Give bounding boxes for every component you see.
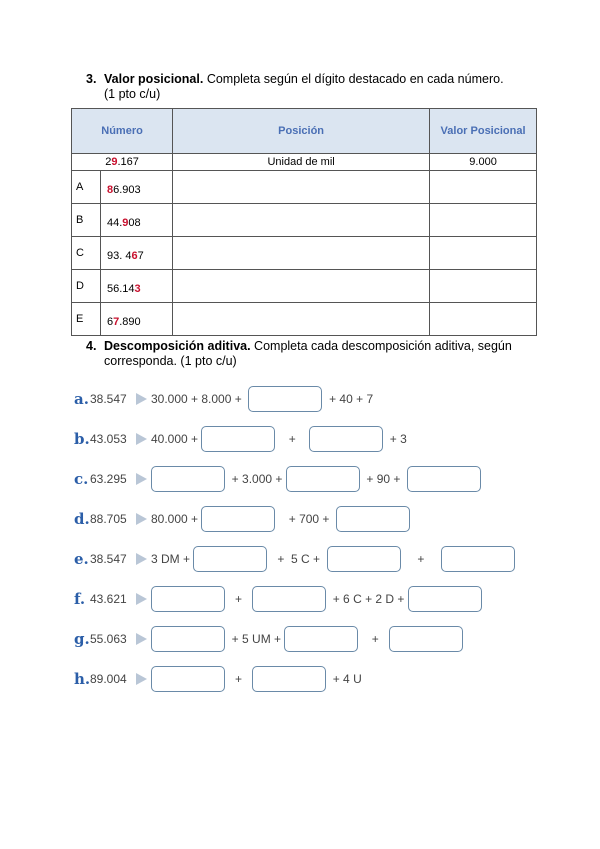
example-value: 9.000 <box>430 154 537 171</box>
exercise-label: c. <box>74 470 89 488</box>
answer-box[interactable] <box>408 586 482 612</box>
position-answer-cell[interactable] <box>173 171 430 204</box>
answer-box[interactable] <box>151 586 225 612</box>
table-row: D 56.143 <box>72 270 537 303</box>
question-text: Completa cada descomposición aditiva, según <box>250 339 512 353</box>
row-number: 86.903 <box>101 171 173 204</box>
example-position: Unidad de mil <box>173 154 430 171</box>
answer-box[interactable] <box>284 626 358 652</box>
exercise-f: f. 43.621 + + 6 C + 2 D + <box>74 586 482 612</box>
answer-box[interactable] <box>336 506 410 532</box>
answer-box[interactable] <box>151 466 225 492</box>
exercise-label: d. <box>74 510 90 528</box>
position-answer-cell[interactable] <box>173 303 430 336</box>
arrow-icon <box>136 433 147 445</box>
answer-box[interactable] <box>151 626 225 652</box>
value-answer-cell[interactable] <box>430 171 537 204</box>
exercise-e: e. 38.547 3 DM + + 5 C + + <box>74 546 515 572</box>
answer-box[interactable] <box>286 466 360 492</box>
value-answer-cell[interactable] <box>430 204 537 237</box>
question-title: Descomposición aditiva. <box>104 339 251 353</box>
answer-box[interactable] <box>407 466 481 492</box>
answer-box[interactable] <box>441 546 515 572</box>
exercise-label: e. <box>74 550 89 568</box>
arrow-icon <box>136 593 147 605</box>
exercise-label: g. <box>74 630 90 648</box>
exercise-number: 88.705 <box>90 512 127 526</box>
question-title: Valor posicional. <box>104 72 204 86</box>
arrow-icon <box>136 673 147 685</box>
arrow-icon <box>136 553 147 565</box>
example-row <box>72 154 537 171</box>
answer-box[interactable] <box>201 506 275 532</box>
exercise-g: g. 55.063 + 5 UM + + <box>74 626 463 652</box>
question-text-cont: corresponda. (1 pto c/u) <box>104 354 237 368</box>
answer-box[interactable] <box>248 386 322 412</box>
arrow-icon <box>136 393 147 405</box>
exercise-h: h. 89.004 + + 4 U <box>74 666 362 692</box>
exercise-number: 38.547 <box>90 552 127 566</box>
place-value-table <box>71 108 537 336</box>
row-number: 67.890 <box>101 303 173 336</box>
position-answer-cell[interactable] <box>173 237 430 270</box>
exercise-label: b. <box>74 430 90 448</box>
arrow-icon <box>136 473 147 485</box>
value-answer-cell[interactable] <box>430 303 537 336</box>
exercise-number: 55.063 <box>90 632 127 646</box>
question-number: 3. <box>86 72 97 86</box>
header-valor: Valor Posicional <box>430 109 537 154</box>
exercise-b: b. 43.053 40.000 + + + 3 <box>74 426 407 452</box>
exercise-label: h. <box>74 670 91 688</box>
value-answer-cell[interactable] <box>430 237 537 270</box>
table-row: C 93. 467 <box>72 237 537 270</box>
position-answer-cell[interactable] <box>173 204 430 237</box>
exercise-a: a. 38.547 30.000 + 8.000 + + 40 + 7 <box>74 386 373 412</box>
row-number: 93. 467 <box>101 237 173 270</box>
table-row: E 67.890 <box>72 303 537 336</box>
exercise-number: 38.547 <box>90 392 127 406</box>
answer-box[interactable] <box>389 626 463 652</box>
exercise-d: d. 88.705 80.000 + + 700 + <box>74 506 410 532</box>
answer-box[interactable] <box>309 426 383 452</box>
answer-box[interactable] <box>151 666 225 692</box>
answer-box[interactable] <box>252 586 326 612</box>
exercise-label: a. <box>74 390 89 408</box>
question-points: (1 pto c/u) <box>104 87 161 101</box>
answer-box[interactable] <box>327 546 401 572</box>
value-answer-cell[interactable] <box>430 270 537 303</box>
question-number: 4. <box>86 339 97 353</box>
exercise-number: 43.621 <box>90 592 127 606</box>
arrow-icon <box>136 633 147 645</box>
question-text: Completa según el dígito destacado en cada número. <box>203 72 504 86</box>
exercise-number: 63.295 <box>90 472 127 486</box>
answer-box[interactable] <box>252 666 326 692</box>
table-row: B 44.908 <box>72 204 537 237</box>
exercise-number: 89.004 <box>90 672 127 686</box>
table-row: A 86.903 <box>72 171 537 204</box>
header-posicion: Posición <box>173 109 430 154</box>
position-answer-cell[interactable] <box>173 270 430 303</box>
exercise-label: f. <box>74 590 86 608</box>
arrow-icon <box>136 513 147 525</box>
exercise-c: c. 63.295 + 3.000 + + 90 + <box>74 466 481 492</box>
example-number: 29.167 <box>72 154 173 171</box>
row-number: 56.143 <box>101 270 173 303</box>
row-number: 44.908 <box>101 204 173 237</box>
header-numero: Número <box>72 109 173 154</box>
answer-box[interactable] <box>193 546 267 572</box>
answer-box[interactable] <box>201 426 275 452</box>
exercise-number: 43.053 <box>90 432 127 446</box>
